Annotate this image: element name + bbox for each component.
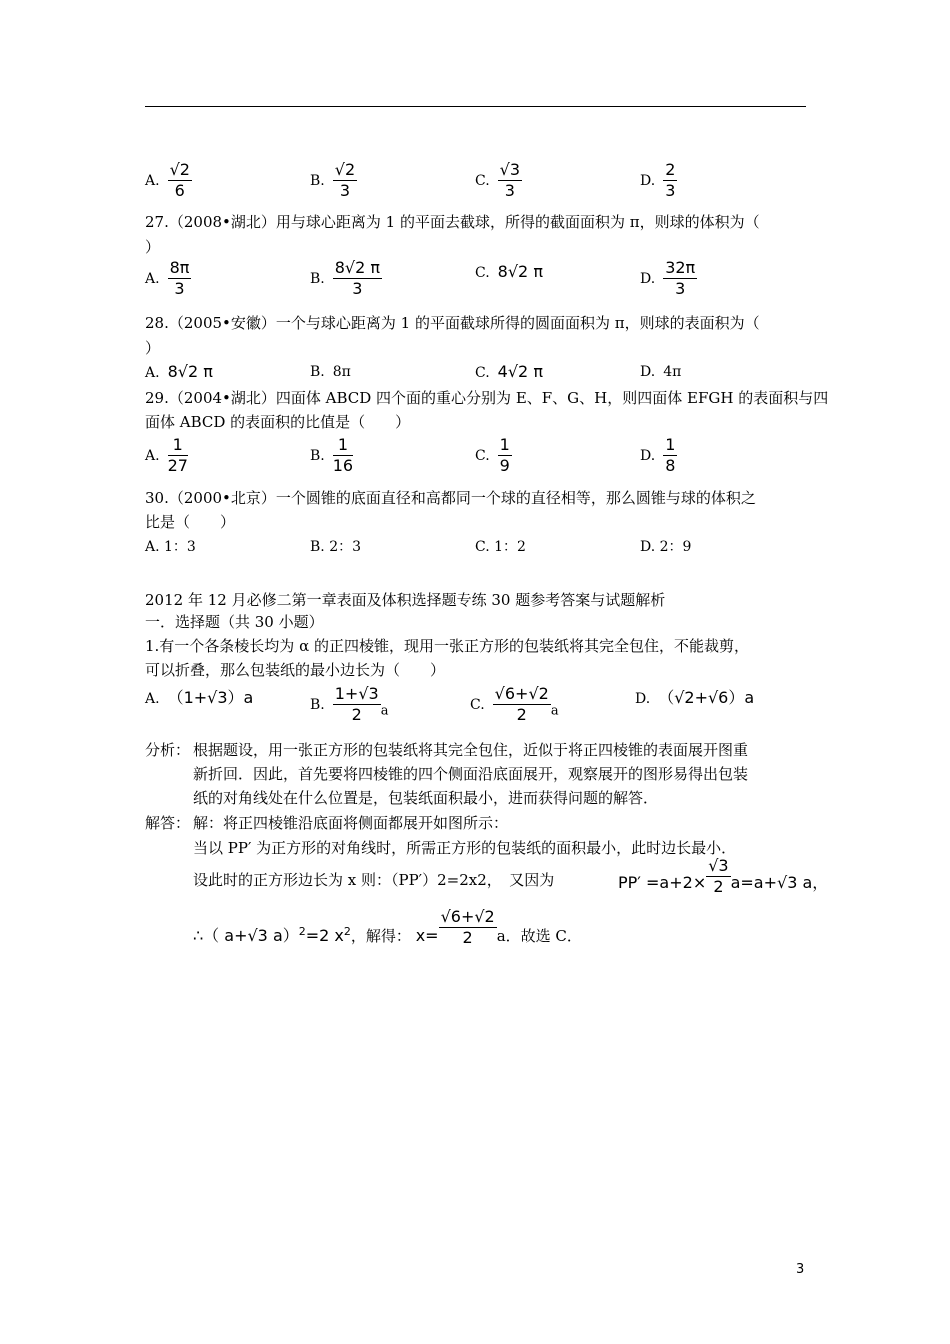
analysis-label: 分析：: [145, 741, 191, 759]
q26-option-a: A. $\frac{√2}{6}$: [145, 160, 190, 200]
q29-option-a: A. $\frac{1}{27}$: [145, 435, 188, 475]
q28-stem-line2: ）: [145, 339, 161, 357]
q26-option-b: B. $\frac{√2}{3}$: [310, 160, 356, 200]
solution-line3-math: PP′ =a+2× $\frac{√3}{2}$ a=a+√3 a，: [618, 856, 829, 896]
q28-option-c: C. 4√2 π: [475, 362, 543, 381]
q29-stem-line1: 29.（2004•湖北）四面体 ABCD 四个面的重心分别为 E、F、G、H，则四面体 EFGH 的表面积与四: [145, 389, 829, 407]
q30-option-b: B. 2：3: [310, 539, 362, 555]
answer-title: 2012 年 12 月必修二第一章表面及体积选择题专练 30 题参考答案与试题解析: [145, 591, 666, 609]
q29-stem-line2: 面体 ABCD 的表面积的比值是（ ）: [145, 413, 411, 431]
solution-line3: [193, 856, 829, 896]
analysis-line1: 根据题设，用一张正方形的包装纸将其完全包住，近似于将正四棱锥的表面展开图重: [193, 741, 749, 759]
q29-option-c: C. $\frac{1}{9}$: [475, 435, 510, 475]
section-heading: 一．选择题（共 30 小题）: [145, 613, 324, 631]
q1-option-b: B. $\frac{1+√3}{2}$ a: [310, 684, 389, 724]
solution-label: 解答：: [145, 814, 191, 832]
q30-option-d: D. 2：9: [640, 539, 692, 555]
analysis-line3: 纸的对角线处在什么位置是，包装纸面积最小，进而获得问题的解答．: [193, 789, 659, 807]
q27-stem-line1: 27.（2008•湖北）用与球心距离为 1 的平面去截球，所得的截面面积为 π，则球的体积为（: [145, 213, 760, 231]
header-rule: [145, 106, 806, 107]
q1-option-a: A. （1+√3）a: [145, 688, 254, 707]
q28-option-a: A. 8√2 π: [145, 362, 213, 381]
q26-option-c: C. $\frac{√3}{3}$: [475, 160, 521, 200]
q1-option-c: C. $\frac{√6+√2}{2}$ a: [470, 684, 559, 724]
q27-option-d: D. $\frac{32\pi}{3}$: [640, 258, 696, 298]
solution-line3-text: 设此时的正方形边长为 x 则：（PP′）2=2x2， 又因为: [193, 871, 555, 889]
q27-option-c: C. 8√2 π: [475, 262, 543, 281]
q27-stem-line2: ）: [145, 238, 161, 256]
q26-option-d: D. $\frac{2}{3}$: [640, 160, 676, 200]
q30-option-a: A. 1：3: [145, 539, 196, 555]
solution-line4: ∴（ a+√3 a）$^2$=2 $x^2$，解得： x= $\frac{√6+√2}{2}$ a．故选 C．: [193, 906, 582, 947]
q28-stem-line1: 28.（2005•安徽）一个与球心距离为 1 的平面截球所得的圆面面积为 π，则球的表面积为（: [145, 314, 760, 332]
q27-option-a: A. $\frac{8\pi}{3}$: [145, 258, 190, 298]
q27-option-b: B. $\frac{8√2 \pi}{3}$: [310, 258, 381, 298]
q1-stem-line1: 1.有一个各条棱长均为 α 的正四棱锥，现用一张正方形的包装纸将其完全包住，不能裁剪，: [145, 637, 749, 655]
q1-stem-line2: 可以折叠，那么包装纸的最小边长为（ ）: [145, 661, 446, 679]
q30-stem-line1: 30.（2000•北京）一个圆锥的底面直径和高都同一个球的直径相等，那么圆锥与球的体积之: [145, 489, 756, 507]
solution-line1: 解：将正四棱锥沿底面将侧面都展开如图所示：: [193, 814, 509, 832]
q28-option-b: B. 8π: [310, 364, 351, 380]
q30-option-c: C. 1：2: [475, 539, 526, 555]
q1-option-d: D. （√2+√6）a: [635, 688, 755, 707]
page-number: 3: [796, 1262, 805, 1277]
q29-option-d: D. $\frac{1}{8}$: [640, 435, 676, 475]
q29-option-b: B. $\frac{1}{16}$: [310, 435, 354, 475]
q28-option-d: D. 4π: [640, 364, 682, 380]
analysis-line2: 新折回．因此，首先要将四棱锥的四个侧面沿底面展开，观察展开的图形易得出包装: [193, 765, 749, 783]
solution-line2: 当以 PP′ 为正方形的对角线时，所需正方形的包装纸的面积最小，此时边长最小．: [193, 839, 737, 857]
q30-stem-line2: 比是（ ）: [145, 513, 236, 531]
